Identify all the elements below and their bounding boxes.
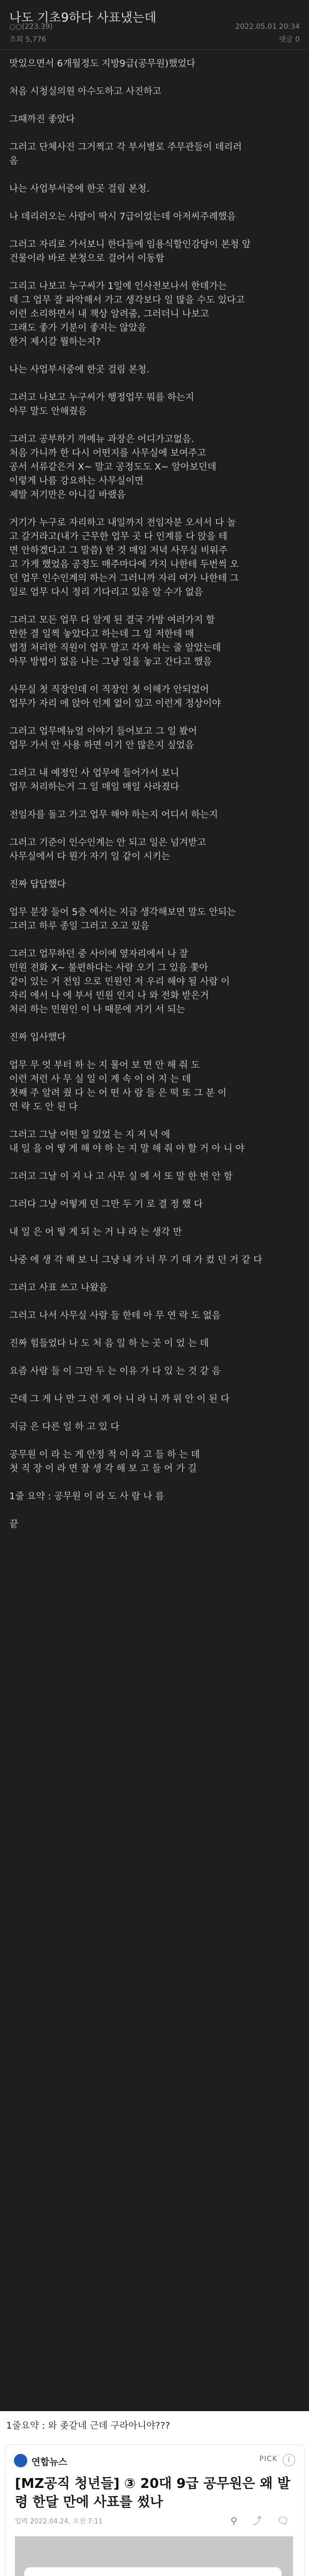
post-body-line: 일로 업무 다시 정리 기다리고 있음 알 수가 없음 bbox=[9, 587, 203, 598]
post-body-line: 법정 처리한 직원이 업무 말고 각자 하는 줄 알았는데 bbox=[9, 642, 221, 653]
post-body-line bbox=[9, 794, 300, 808]
post-body-line: 요즘 사람 들 이 그만 두 는 이유 가 다 있 는 것 같 음 bbox=[9, 1366, 221, 1377]
post-body-line bbox=[9, 98, 300, 112]
post-body-line: 사무실 첫 직장인데 이 직장인 첫 이해가 안되었어 bbox=[9, 684, 209, 695]
post-body-line: 나는 사업부서중에 한곳 걸림 본청. bbox=[9, 183, 150, 194]
post-body-line bbox=[9, 1406, 300, 1420]
post-body-line: 고 가게 했었음 공정도 매주마다에 가지 나한테 두번씩 오 bbox=[9, 559, 239, 570]
article-headline: [MZ공직 청년들] ③ 20대 9급 공무원은 왜 발령 한달 만에 사표를 썼나 bbox=[15, 2476, 290, 2510]
post-body-line bbox=[9, 1239, 300, 1253]
post-body bbox=[9, 57, 300, 1531]
post-body-line bbox=[9, 224, 300, 238]
post-body-line bbox=[9, 710, 300, 724]
post-body-line: 그러다 그냥 어떻게 던 그만 두 기 로 결 정 했 다 bbox=[9, 1199, 203, 1210]
post-body-line: 제발 저기만은 아니길 바랬음 bbox=[9, 489, 126, 500]
post-body-line: 옴 bbox=[9, 156, 19, 166]
post-body-line: 건물이라 바로 본청으로 걸어서 이동함 bbox=[9, 253, 165, 264]
post-body-line bbox=[9, 1378, 300, 1392]
post-body-line bbox=[9, 1476, 300, 1489]
post-body-line: 거기가 누구로 자리하고 내일까지 전임자분 오셔서 다 놀 bbox=[9, 517, 236, 528]
post-body-line bbox=[9, 1267, 300, 1281]
post-body-line: 고 갈거라고(내가 근무한 업무 곳 다 인계를 다 앉을 테 bbox=[9, 531, 228, 542]
post-body-line: 사무실에서 다 뭔가 자기 일 같이 시키는 bbox=[9, 851, 170, 862]
post-body-line: 나는 사업부서중에 한곳 걸림 본청. bbox=[9, 364, 150, 375]
post-body-line bbox=[9, 863, 300, 877]
post-body-line: 처음 시청실의원 아수도하고 사진하고 bbox=[9, 86, 162, 97]
post-body-line bbox=[9, 1211, 300, 1225]
post-body-line: 그러고 단체사진 그거찍고 각 부서별로 주무관들이 데리러 bbox=[9, 142, 242, 152]
info-icon[interactable]: i bbox=[283, 2454, 295, 2466]
post-body-line: 처리 하는 민원인 이 나 때문에 거기 서 되는 bbox=[9, 1004, 185, 1015]
post-body-line: 아무 방법이 없음 나는 그냥 일을 놓고 간다고 했음 bbox=[9, 656, 212, 667]
post-body-line: 지금 은 다른 일 하 고 있 다 bbox=[9, 1421, 119, 1432]
post-body-line bbox=[9, 71, 300, 84]
post-body-line: 공무원 이 라 는 게 안정 적 이 라 고 들 하 는 데 bbox=[9, 1449, 200, 1460]
post-body-line: 업무 분장 들어 5층 에서는 지금 생각해보면 말도 안되는 bbox=[9, 907, 236, 918]
post-body-line bbox=[9, 1016, 300, 1030]
post-body-line: 진짜 입사했다 bbox=[9, 1032, 66, 1043]
post-body-line: 이런 저런 사 무 실 일 이 계 속 이 어 지 는 데 bbox=[9, 1074, 191, 1084]
post-body-line: 그러고 자리로 가서보니 한다들에 임용식할인강당이 본청 앞 bbox=[9, 239, 251, 250]
post-body-line: 그러고 사표 쓰고 나왔음 bbox=[9, 1282, 108, 1293]
post-body-line: 그때까진 좋았다 bbox=[9, 114, 75, 125]
lower-section bbox=[0, 2411, 309, 2576]
post-body-line: 진짜 힘들었다 나 도 처 음 일 하 는 곳 이 었 는 데 bbox=[9, 1338, 209, 1349]
post-body-line bbox=[9, 502, 300, 516]
post-date: 2022.05.01 20:34 bbox=[235, 23, 300, 31]
post-body-line: 그리고 나보고 누구씨가 1일에 인사전보나서 한데가는 bbox=[9, 281, 227, 292]
post-body-line: 업무 무 엇 부터 하 는 지 물어 보 면 안 해 줘 도 bbox=[9, 1060, 200, 1071]
post-body-line: 맛있으면서 6개월정도 지방9급(공무원)했었다 bbox=[9, 58, 196, 69]
post-body-line: 민원 전화 X~ 불편하다는 사람 오기 그 있음 쫓아 bbox=[9, 962, 209, 973]
post-body-line bbox=[9, 196, 300, 210]
post-body-line: 그러고 나서 사무실 사람 들 한테 아 무 연 락 도 없음 bbox=[9, 1310, 221, 1321]
post-body-line: 첫째 주 알려 줬 다 는 어 떤 사 람 들 은 떡 또 그 분 이 bbox=[9, 1088, 227, 1098]
post-body-line: 그러고 업무메뉴얼 이야기 들어보고 그 일 봤어 bbox=[9, 726, 197, 737]
post-body-line: 그러고 모든 업무 다 알게 된 결국 가방 여러가지 할 bbox=[9, 615, 215, 625]
article-action-icons[interactable]: ⚲ ⤴ 🗨 bbox=[230, 2516, 295, 2527]
pick-label: PICK bbox=[259, 2455, 278, 2463]
yonhap-logo-icon bbox=[14, 2454, 27, 2467]
post-body-line: 1줄 요약 : 공무원 이 라 도 사 람 나 름 bbox=[9, 1491, 164, 1502]
post-body-line: 그러고 하루 종일 그러고 오고 있음 bbox=[9, 921, 150, 931]
post-body-line: 자리 에서 나 에 부서 민원 인지 나 와 전화 받은거 bbox=[9, 990, 209, 1001]
post-body-line: 내 일 은 어 떻 게 되 는 거 냐 라 는 생각 만 bbox=[9, 1227, 182, 1238]
post-body-line: 그러고 나보고 누구씨가 행정업무 뭐를 하는지 bbox=[9, 392, 194, 403]
post-body-line: 그러고 기준이 인수인계는 안 되고 일은 넘겨받고 bbox=[9, 837, 207, 848]
post-body-line: 연 락 도 안 된 다 bbox=[9, 1101, 78, 1112]
post-views: 조회 5,776 bbox=[9, 36, 46, 44]
post-body-line bbox=[9, 933, 300, 947]
post-body-line: 진짜 답답했다 bbox=[9, 879, 66, 890]
post-body-line: 그래도 좋가 기분이 좋지는 않았음 bbox=[9, 323, 147, 333]
post-body-line: 공서 서류같은거 X~ 말고 공정도도 X~ 알아보던데 bbox=[9, 462, 217, 472]
post-body-line: 데 그 업무 잘 파악해서 가고 생각보다 일 많을 수도 있다고 bbox=[9, 295, 245, 306]
post-body-line: 끝 bbox=[9, 1519, 19, 1530]
post-body-line bbox=[9, 599, 300, 613]
post-body-line bbox=[9, 1114, 300, 1128]
caption-text: 1줄요약 : 와 좆같네 근데 구라아니야??? bbox=[6, 2420, 170, 2431]
post-body-line: 그러고 그날 어떤 일 있었 는 지 저 녁 에 bbox=[9, 1129, 170, 1140]
post-body-line: 업무가 자리 에 앉아 인계 없이 있고 이런게 정상이야 bbox=[9, 698, 221, 709]
post-body-line: 면 안하겠다고 그 말씀) 한 것 매일 저녁 사무실 비워주 bbox=[9, 545, 228, 556]
outlet-name[interactable]: 연합뉴스 bbox=[31, 2457, 67, 2468]
post-body-line bbox=[9, 669, 300, 683]
post-body-line bbox=[9, 1183, 300, 1197]
post-body-line bbox=[9, 1044, 300, 1058]
post-body-line: 이렇게 나름 강요하는 사무실이면 bbox=[9, 476, 144, 486]
article-date: 입력 2022.04.24. 오전 7:11 bbox=[15, 2518, 103, 2526]
post-body-line: 나 데리러오는 사람이 딱시 7급이었는데 아저씨주례했음 bbox=[9, 211, 236, 222]
article-photo bbox=[15, 2536, 293, 2576]
post-body-line bbox=[9, 265, 300, 279]
post-body-line bbox=[9, 1156, 300, 1170]
post-body-line: 근데 그 게 나 만 그 런 게 아 니 라 니 까 위 안 이 된 다 bbox=[9, 1394, 230, 1404]
post-body-line: 던 업무 인수인계의 하는거 그러니까 자리 여가 나한테 그 bbox=[9, 573, 239, 584]
post-body-line bbox=[9, 1503, 300, 1517]
post-body-line bbox=[9, 418, 300, 432]
post-body-line: 그러고 그날 이 지 나 고 사무 실 에 서 또 말 한 번 안 함 bbox=[9, 1171, 233, 1182]
post-body-line: 이런 소리하면서 내 책상 알려줌, 그러더니 나보고 bbox=[9, 309, 209, 319]
post-body-line bbox=[9, 1323, 300, 1336]
post-body-line bbox=[9, 891, 300, 905]
post-body-line bbox=[9, 822, 300, 836]
post-body-line: 업무 가서 안 사용 하면 이기 안 많은지 싶었음 bbox=[9, 740, 194, 751]
photo-caption-box bbox=[24, 2567, 282, 2576]
post-comments: 댓글 0 bbox=[279, 36, 300, 44]
post-body-line bbox=[9, 1350, 300, 1364]
post-author: ○○(223.39) bbox=[9, 23, 53, 31]
post-title: 나도 기초9하다 사표냈는데 bbox=[9, 10, 157, 25]
post-body-line: 그러고 업무하던 중 사이에 옆자리에서 나 잘 bbox=[9, 948, 188, 959]
post-body-line bbox=[9, 126, 300, 140]
post-body-line: 내 일 을 어 떻 게 해 야 하 는 지 말 해 줘 야 할 거 아 니 야 bbox=[9, 1143, 245, 1154]
post-body-line: 아무 말도 안해줬음 bbox=[9, 406, 87, 417]
post-header bbox=[0, 0, 309, 50]
post-body-line: 만한 결 일찍 놓았다고 하는데 그 일 저한테 매 bbox=[9, 629, 194, 639]
post-body-line bbox=[9, 168, 300, 182]
post-body-line: 업무 처리하는거 그 일 매일 매일 사라졌다 bbox=[9, 782, 179, 792]
post-body-line: 처음 가니까 한 다시 어떤지를 사무실에 보여주고 bbox=[9, 448, 207, 459]
post-body-line: 같이 있는 거 전임 으로 민원인 저 우리 해야 될 사람 이 bbox=[9, 976, 230, 987]
post-body-line: 그러고 공부하기 까메뉴 과장은 어디가고없음. bbox=[9, 434, 194, 445]
post-body-line bbox=[9, 377, 300, 391]
post-body-line: 나중 에 생 각 해 보 니 그냥 내 가 너 무 기 대 가 컸 던 거 같 다 bbox=[9, 1255, 263, 1265]
post-body-line: 첫 직 장 이 라 면 잘 생 각 해 보 고 들 어 가 길 bbox=[9, 1463, 197, 1474]
post-body-line: 전임자를 돌고 가고 업무 해야 하는지 어디서 하는지 bbox=[9, 809, 218, 820]
news-card bbox=[5, 2444, 305, 2576]
post-body-line: 한거 제시갈 뭘하는지? bbox=[9, 336, 101, 347]
post-body-line bbox=[9, 1295, 300, 1309]
post-body-line bbox=[9, 349, 300, 363]
post-body-line: 그러고 내 예정인 사 업무에 들어가서 보니 bbox=[9, 768, 179, 778]
post-body-line bbox=[9, 752, 300, 766]
post-body-line bbox=[9, 1434, 300, 1448]
